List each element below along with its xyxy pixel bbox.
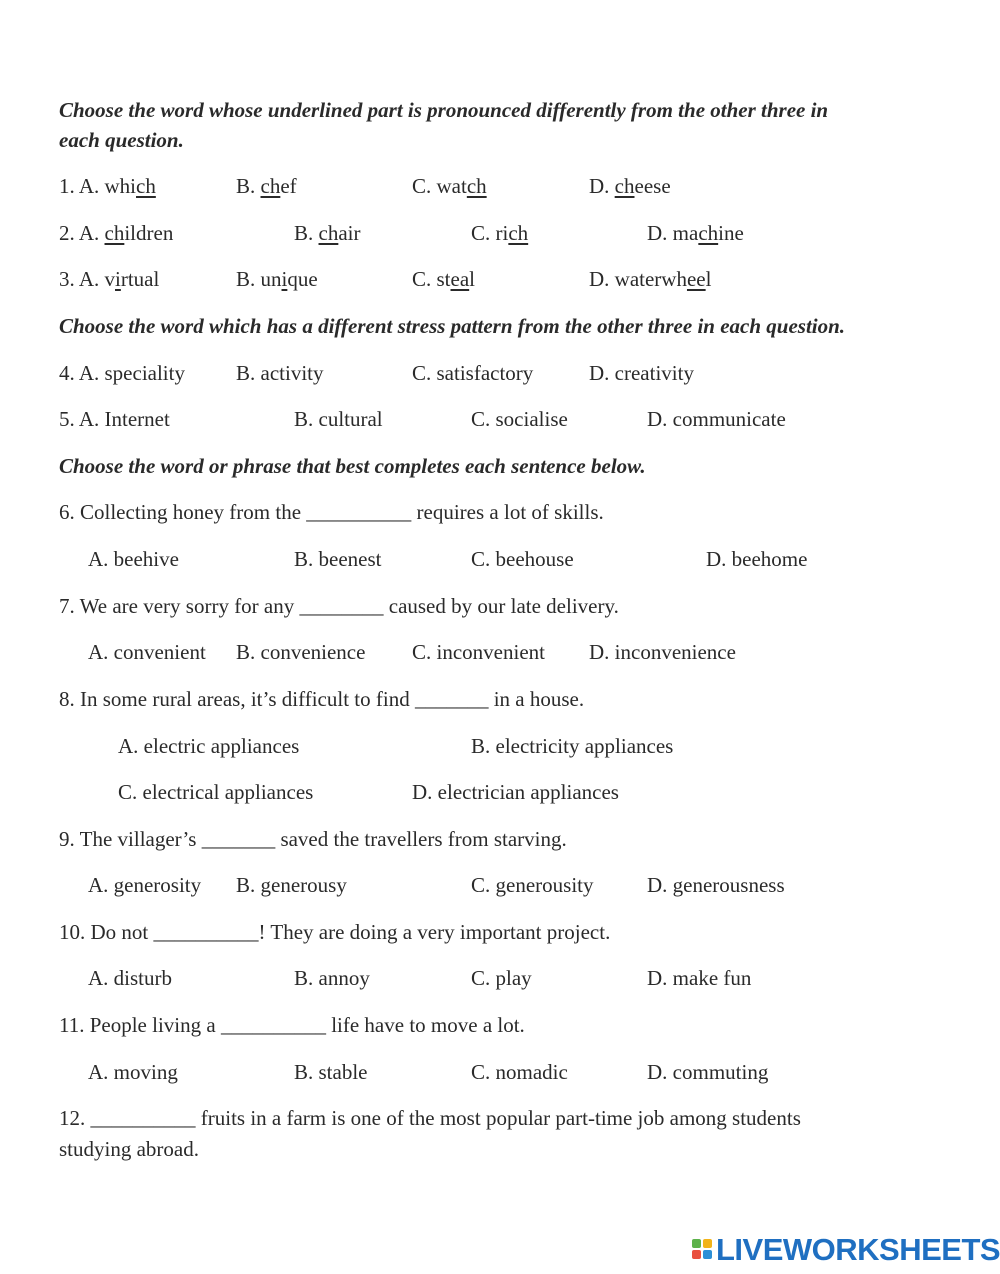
- underlined-part: ch: [104, 221, 125, 245]
- underlined-part: ch: [136, 174, 156, 198]
- q8-option-a: A. electric appliances: [118, 734, 300, 758]
- q11-option-d: D. commuting: [647, 1060, 769, 1084]
- q9-stem: 9. The villager’s _______ saved the travellers from starving.: [59, 827, 567, 851]
- q1-option-c: C. watch: [412, 174, 487, 198]
- q2-option-a: 2. A. children: [59, 221, 174, 245]
- q4-option-c: C. satisfactory: [412, 361, 534, 385]
- q6-stem: 6. Collecting honey from the __________ requires a lot of skills.: [59, 500, 604, 524]
- q6-option-d: D. beehome: [706, 547, 808, 571]
- q8-stem: 8. In some rural areas, it’s difficult to find _______ in a house.: [59, 687, 585, 711]
- q8-option-c: C. electrical appliances: [118, 780, 314, 804]
- q4-option-b: B. activity: [236, 361, 324, 385]
- q6-option-a: A. beehive: [88, 547, 179, 571]
- q8-option-d: D. electrician appliances: [412, 780, 619, 804]
- q12-stem: 12. __________ fruits in a farm is one of the most popular part-time job among students: [59, 1106, 801, 1130]
- q5-option-d: D. communicate: [647, 407, 786, 431]
- q1-option-a: 1. A. which: [59, 174, 156, 198]
- section-heading-pronunciation-cont: each question.: [59, 128, 184, 152]
- liveworksheets-logo-icon: [692, 1237, 714, 1263]
- underlined-part: ch: [260, 174, 281, 198]
- q11-option-a: A. moving: [88, 1060, 178, 1084]
- q10-option-c: C. play: [471, 966, 532, 990]
- section-heading-stress: Choose the word which has a different stress pattern from the other three in each question.: [59, 314, 846, 338]
- q6-option-b: B. beenest: [294, 547, 382, 571]
- q4-option-d: D. creativity: [589, 361, 694, 385]
- q10-option-b: B. annoy: [294, 966, 370, 990]
- underlined-part: i: [281, 267, 288, 291]
- q3-option-a: 3. A. virtual: [59, 267, 160, 291]
- q5-option-c: C. socialise: [471, 407, 568, 431]
- q5-option-a: 5. A. Internet: [59, 407, 170, 431]
- underlined-part: ch: [466, 174, 487, 198]
- q3-option-b: B. unique: [236, 267, 318, 291]
- q10-option-a: A. disturb: [88, 966, 172, 990]
- q9-option-c: C. generousity: [471, 873, 594, 897]
- q10-stem: 10. Do not __________! They are doing a very important project.: [59, 920, 611, 944]
- q2-option-c: C. rich: [471, 221, 529, 245]
- q8-option-b: B. electricity appliances: [471, 734, 674, 758]
- q9-option-d: D. generousness: [647, 873, 785, 897]
- underlined-part: ea: [450, 267, 470, 291]
- liveworksheets-logo: [692, 1234, 1000, 1266]
- underlined-part: ee: [686, 267, 706, 291]
- section-heading-completion: Choose the word or phrase that best completes each sentence below.: [59, 454, 646, 478]
- q7-option-c: C. inconvenient: [412, 640, 545, 664]
- q3-option-d: D. waterwheel: [589, 267, 712, 291]
- q7-option-b: B. convenience: [236, 640, 366, 664]
- q1-option-b: B. chef: [236, 174, 297, 198]
- q1-option-d: D. cheese: [589, 174, 671, 198]
- q2-option-d: D. machine: [647, 221, 744, 245]
- logo-text: LIVEWORKSHEETS: [716, 1232, 1000, 1267]
- q3-option-c: C. steal: [412, 267, 476, 291]
- q11-option-c: C. nomadic: [471, 1060, 568, 1084]
- underlined-part: i: [115, 267, 121, 291]
- underlined-part: ch: [318, 221, 339, 245]
- q10-option-d: D. make fun: [647, 966, 752, 990]
- q11-option-b: B. stable: [294, 1060, 368, 1084]
- q7-stem: 7. We are very sorry for any ________ caused by our late delivery.: [59, 594, 619, 618]
- q9-option-b: B. generousy: [236, 873, 347, 897]
- q6-option-c: C. beehouse: [471, 547, 574, 571]
- underlined-part: ch: [698, 221, 719, 245]
- q7-option-a: A. convenient: [88, 640, 206, 664]
- underlined-part: ch: [508, 221, 529, 245]
- q12-stem-cont: studying abroad.: [59, 1137, 199, 1161]
- section-heading-pronunciation: Choose the word whose underlined part is pronounced differently from the other three in: [59, 98, 829, 122]
- q7-option-d: D. inconvenience: [589, 640, 736, 664]
- q5-option-b: B. cultural: [294, 407, 383, 431]
- q2-option-b: B. chair: [294, 221, 361, 245]
- q9-option-a: A. generosity: [88, 873, 202, 897]
- underlined-part: ch: [614, 174, 635, 198]
- q11-stem: 11. People living a __________ life have to move a lot.: [59, 1013, 525, 1037]
- q4-option-a: 4. A. speciality: [59, 361, 185, 385]
